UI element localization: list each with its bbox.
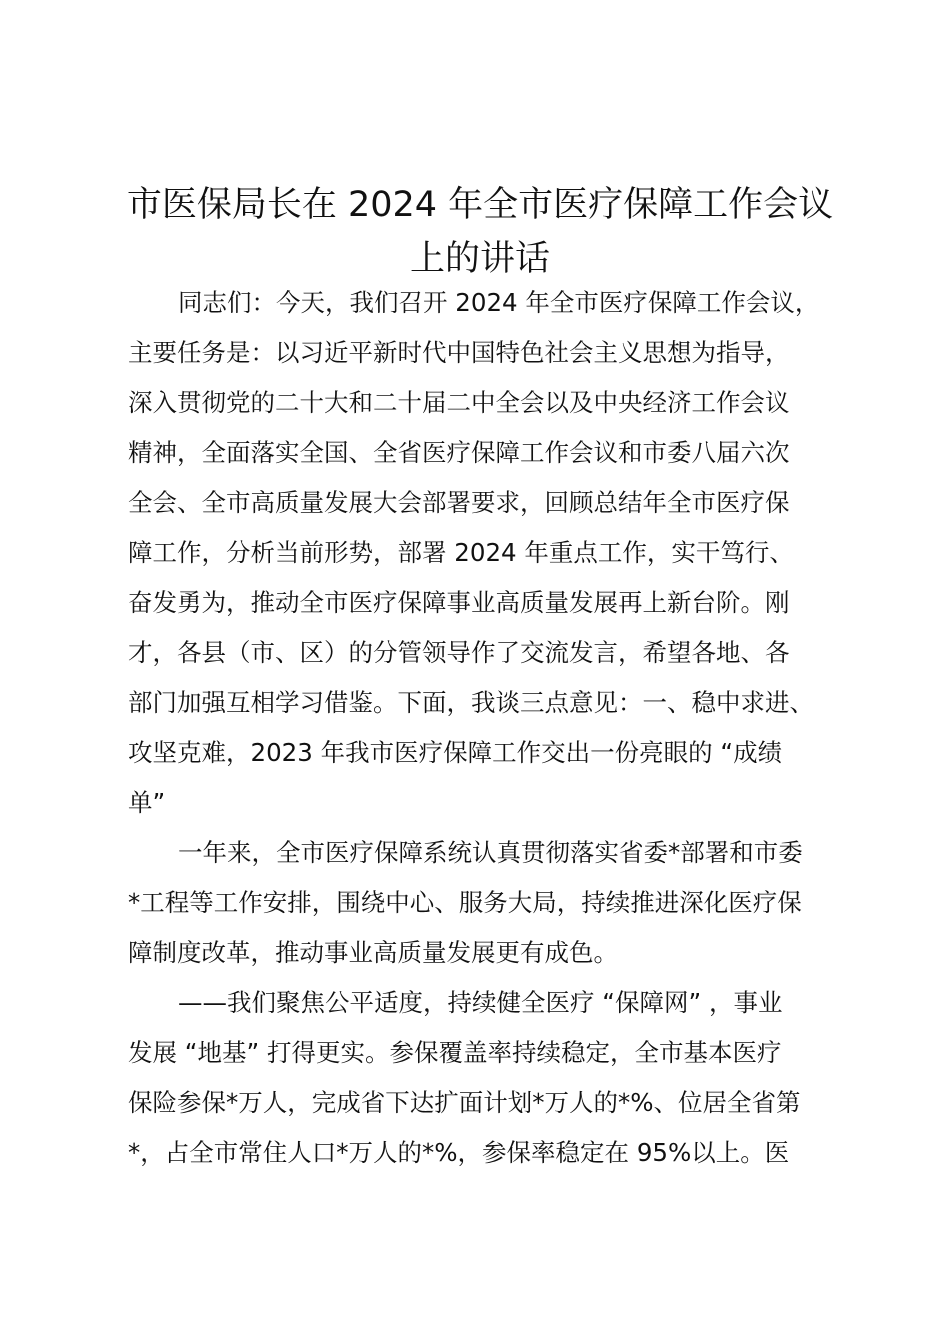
text-line: ——我们聚焦公平适度，持续健全医疗 “保障网” ，事业 [178,988,783,1017]
title-line-2: 上的讲话 [409,239,550,279]
text-line: 障制度改革，推动事业高质量发展更有成色。 [128,938,618,967]
paragraph-fairness [128,978,856,1178]
text-line: 全会、全市高质量发展大会部署要求，回顾总结年全市医疗保 [128,488,790,517]
text-line: 一年来，全市医疗保障系统认真贯彻落实省委*部署和市委 [178,838,803,867]
text-line: *工程等工作安排，围绕中心、服务大局，持续推进深化医疗保 [128,888,802,917]
text-line: 同志们：今天，我们召开 2024 年全市医疗保障工作会议， [178,288,820,317]
text-line: 发展 “地基” 打得更实。参保覆盖率持续稳定，全市基本医疗 [128,1038,782,1067]
paragraph-year-review [128,828,856,978]
text-line: *，占全市常住人口*万人的*%，参保率稳定在 95%以上。医 [128,1138,790,1167]
text-line: 深入贯彻党的二十大和二十届二中全会以及中央经济工作会议 [128,388,790,417]
title-line-1: 市医保局长在 2024 年全市医疗保障工作会议 [126,185,834,225]
text-line: 才，各县（市、区）的分管领导作了交流发言，希望各地、各 [128,638,790,667]
document-body [128,278,856,1178]
text-line: 保险参保*万人，完成省下达扩面计划*万人的*%、位居全省第 [128,1088,801,1117]
text-line: 攻坚克难，2023 年我市医疗保障工作交出一份亮眼的 “成绩 [128,738,783,767]
text-line: 部门加强互相学习借鉴。下面，我谈三点意见：一、稳中求进、 [128,688,814,717]
document-title [110,178,850,286]
text-line: 障工作，分析当前形势，部署 2024 年重点工作，实干笃行、 [128,538,794,567]
text-line: 精神，全面落实全国、全省医疗保障工作会议和市委八届六次 [128,438,790,467]
text-line: 奋发勇为，推动全市医疗保障事业高质量发展再上新台阶。刚 [128,588,790,617]
paragraph-opening [128,278,856,828]
text-line: 主要任务是：以习近平新时代中国特色社会主义思想为指导， [128,338,790,367]
text-line: 单” [128,788,166,817]
